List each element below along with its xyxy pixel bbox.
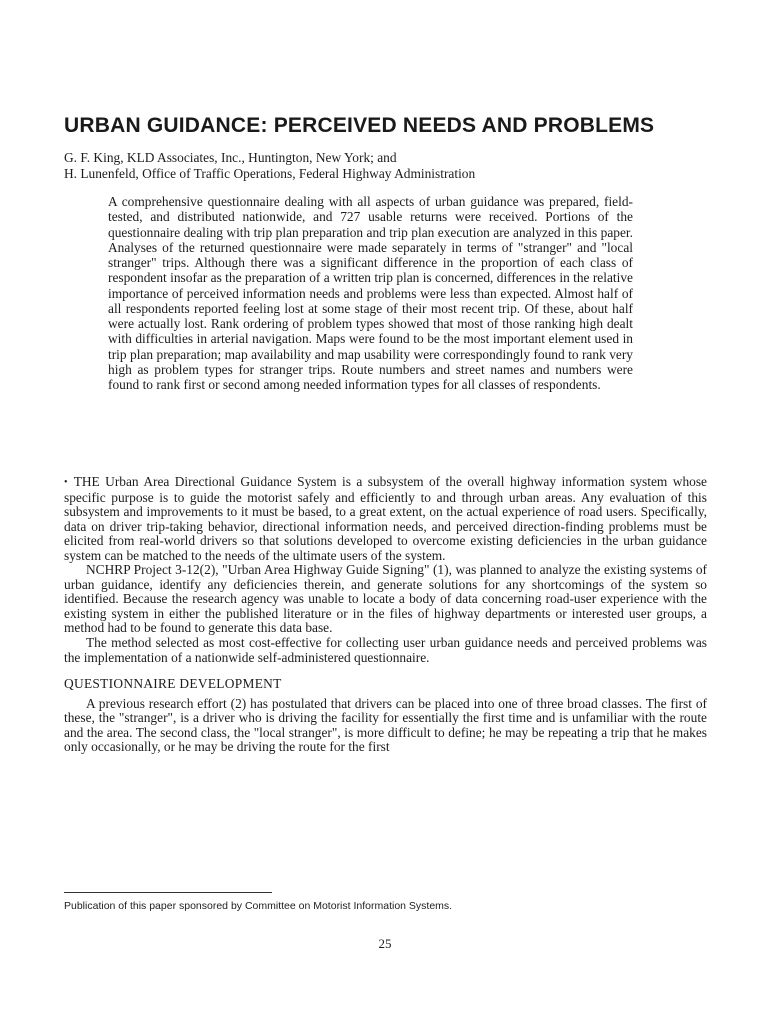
section-heading: QUESTIONNAIRE DEVELOPMENT <box>64 676 282 692</box>
page-number: 25 <box>378 936 392 951</box>
author-line: H. Lunenfeld, Office of Traffic Operations, Federal Highway Administration <box>64 166 476 181</box>
author-line: G. F. King, KLD Associates, Inc., Huntington, New York; and <box>64 150 397 165</box>
abstract: A comprehensive questionnaire dealing with all aspects of urban guidance was prepared, field-tested, and distributed nationwide, and 727 usable returns were received. Portions of the questionnaire dealing with trip plan preparation and trip plan execution are analyzed in this paper. Analyses of the returned questionnaire were made separately in terms of "stranger" and "local stranger" trips. Although there was a significant difference in the proportion of each class of respondent insofar as the preparation of a written trip plan is concerned, differences in the relative importance of perceived information needs and problems were less than expected. Almost half of all respondents reported feeling lost at some stage of their most recent trip. Of these, about half were actually lost. Rank ordering of problem types showed that most of those ranking high dealt with difficulties in arterial navigation. Maps were found to be the most important element used in trip plan preparation; map availability and map usability were correspondingly found to rank very high as problem types for stranger trips. Route numbers and street names and numbers were found to rank first or second among needed information types for all classes of respondents. <box>108 194 633 392</box>
paper-title: URBAN GUIDANCE: PERCEIVED NEEDS AND PROBLEMS <box>64 114 655 137</box>
author-list <box>64 150 475 182</box>
body-paragraph: The method selected as most cost-effective for collecting user urban guidance needs and perceived problems was the implementation of a nationwide self-administered questionnaire. <box>64 635 707 665</box>
footnote: Publication of this paper sponsored by Committee on Motorist Information Systems. <box>64 900 453 912</box>
body-paragraph: NCHRP Project 3-12(2), "Urban Area Highway Guide Signing" (1), was planned to analyze the existing systems of urban guidance, identify any deficiencies therein, and generate solutions for any shortcomings of the system so identified. Because the research agency was unable to locate a body of data concerning road-user experience with the existing system in either the published literature or in the files of highway departments or interested user groups, a method had to be found to generate this data base. <box>64 562 707 636</box>
body-paragraph: A previous research effort (2) has postulated that drivers can be placed into one of three broad classes. The first of these, the "stranger", is a driver who is driving the facility for essentially the first time and is unfamiliar with the route and the area. The second class, the "local stranger", is more difficult to define; he may be repeating a trip that he makes only occasionally, or he may be driving the route for the first <box>64 695 707 755</box>
body-text <box>64 475 707 755</box>
bullet-icon: • <box>64 477 68 488</box>
body-paragraph <box>64 475 707 563</box>
paragraph-text: THE Urban Area Directional Guidance System is a subsystem of the overall highway information system whose specific purpose is to guide the motorist safely and efficiently to and through urban areas. Any evaluation of this subsystem and improvements to it must be based, to a great extent, on the actual experience of road users. Specifically, data on driver trip-taking behavior, directional information needs, and perceived direction-finding problems must be elicited from real-world drivers so that solutions developed to overcome existing deficiencies in the urban guidance system can be matched to the needs of the ultimate users of the system. <box>64 474 707 563</box>
footnote-divider <box>64 892 272 893</box>
